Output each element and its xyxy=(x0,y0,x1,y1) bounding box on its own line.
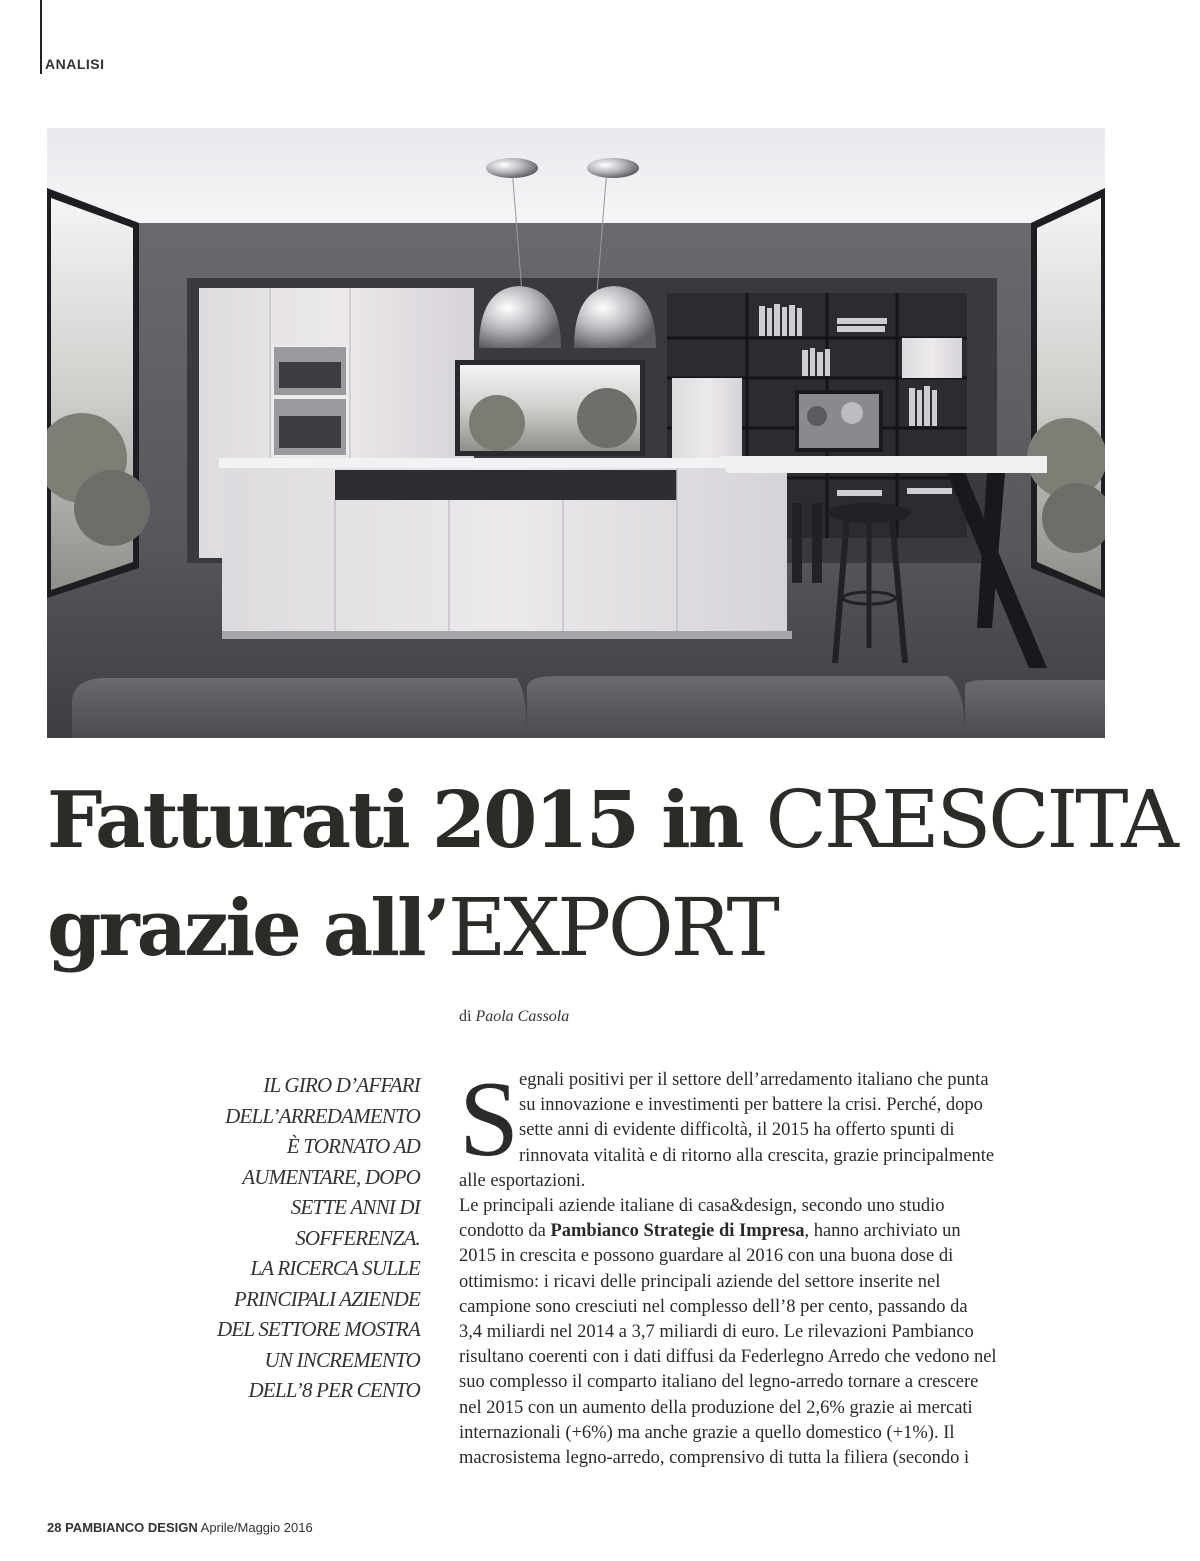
pullquote-line: DEL SETTORE MOSTRA xyxy=(216,1317,420,1341)
section-rule xyxy=(40,0,42,74)
drop-cap: S xyxy=(459,1060,520,1179)
headline-line-1 xyxy=(47,773,1176,882)
pullquote-line: IL GIRO D’AFFARI xyxy=(263,1073,420,1097)
body-line: internazionali (+6%) ma anche grazie a quello domestico (+1%). Il xyxy=(459,1422,955,1443)
pullquote xyxy=(150,1070,420,1406)
byline xyxy=(459,1008,569,1026)
body-line: nel 2015 con un aumento della produzione del 2,6% grazie ai mercati xyxy=(459,1397,973,1418)
page-number: 28 xyxy=(47,1520,62,1535)
body-line xyxy=(459,1219,1094,1244)
company-name: Pambianco Strategie di Impresa xyxy=(550,1221,805,1242)
headline-line-1-bold: Fatturati 2015 in xyxy=(47,775,766,866)
headline-line-2-light: EXPORT xyxy=(447,881,777,974)
article-body xyxy=(459,1060,1094,1471)
body-line: 2015 in crescita e possono guardare al 2016 con una buona dose di xyxy=(459,1246,954,1267)
body-line: su innovazione e investimenti per battere la crisi. Perché, dopo xyxy=(519,1095,983,1116)
headline-line-2-bold: grazie all’ xyxy=(47,883,448,974)
body-line: Le principali aziende italiane di casa&design, secondo uno studio xyxy=(459,1196,945,1217)
body-line: campione sono cresciuti nel complesso dell’8 per cento, passando da xyxy=(459,1296,968,1317)
body-line: sette anni di evidente difficoltà, il 2015 ha offerto spunti di xyxy=(519,1120,955,1141)
pullquote-line: È TORNATO AD xyxy=(286,1134,420,1158)
byline-author: Paola Cassola xyxy=(475,1008,570,1025)
pullquote-line: DELL’8 PER CENTO xyxy=(248,1378,420,1402)
body-text-segment: condotto da xyxy=(459,1221,551,1242)
body-line: risultano coerenti con i dati diffusi da Federlegno Arredo che vedono nel xyxy=(459,1347,997,1368)
body-line: egnali positivi per il settore dell’arredamento italiano che punta xyxy=(519,1070,989,1090)
body-line: 3,4 miliardi nel 2014 a 3,7 miliardi di euro. Le rilevazioni Pambianco xyxy=(459,1322,974,1343)
pullquote-line: PRINCIPALI AZIENDE xyxy=(233,1286,420,1311)
pullquote-line: DELL’ARREDAMENTO xyxy=(225,1103,420,1128)
issue-date: Aprile/Maggio 2016 xyxy=(200,1520,313,1535)
magazine-name: PAMBIANCO DESIGN xyxy=(65,1520,198,1535)
kitchen-photo xyxy=(47,128,1105,738)
headline xyxy=(47,773,1176,990)
body-line: macrosistema legno-arredo, comprensivo di tutta la filiera (secondo i xyxy=(459,1448,970,1469)
pullquote-line: SETTE ANNI DI xyxy=(290,1195,420,1219)
pullquote-line: UN INCREMENTO xyxy=(264,1347,420,1372)
headline-line-1-light: CRESCITA xyxy=(765,773,1176,866)
body-line: alle esportazioni. xyxy=(459,1170,586,1191)
page-footer xyxy=(47,1520,313,1535)
pullquote-line: SOFFERENZA. xyxy=(295,1225,420,1250)
section-label: ANALISI xyxy=(45,56,105,72)
byline-prefix: di xyxy=(459,1008,472,1025)
body-line: ottimismo: i ricavi delle principali aziende del settore inserite nel xyxy=(459,1271,941,1292)
pullquote-line: AUMENTARE, DOPO xyxy=(242,1164,420,1189)
pullquote-line: LA RICERCA SULLE xyxy=(250,1256,420,1280)
body-line: suo complesso il comparto italiano del legno-arredo tornare a crescere xyxy=(459,1372,979,1393)
body-text-segment: , hanno archiviato un xyxy=(804,1221,961,1242)
headline-line-2 xyxy=(47,882,1147,990)
body-line: rinnovata vitalità e di ritorno alla crescita, grazie principalmente xyxy=(519,1145,995,1166)
